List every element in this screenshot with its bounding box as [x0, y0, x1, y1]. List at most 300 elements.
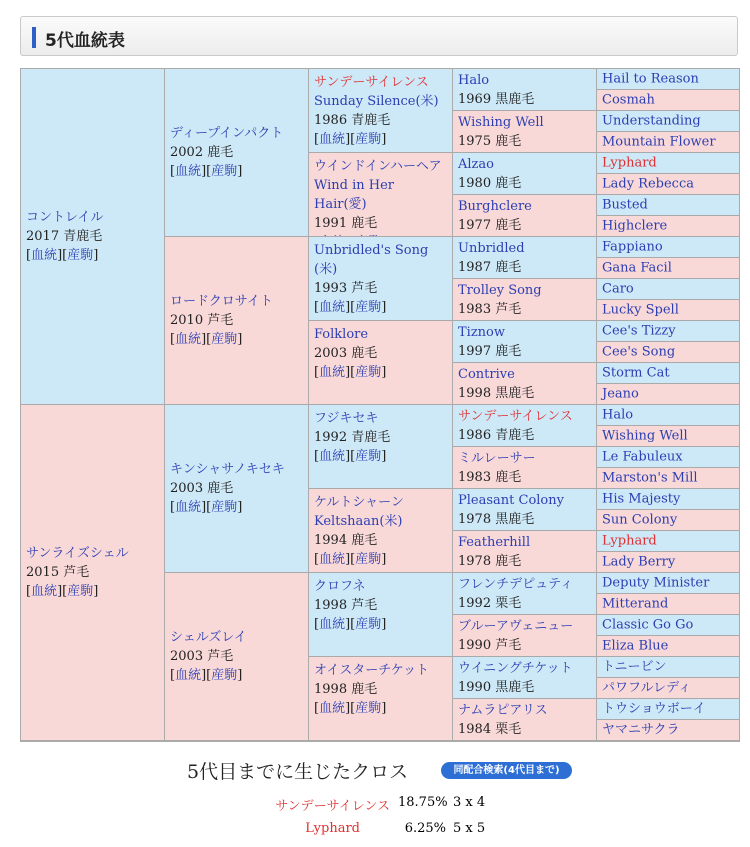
- pedigree-link[interactable]: 血統: [175, 668, 202, 683]
- horse-info: [458, 552, 594, 571]
- pedigree-cell-gen2: [165, 237, 308, 404]
- horse-info: [458, 300, 594, 319]
- pedigree-cell-gen4: [453, 363, 596, 404]
- horse-info: [314, 428, 450, 447]
- birth-year-color: 1997 鹿毛: [458, 344, 522, 359]
- pedigree-cell-gen5: [597, 552, 739, 572]
- cell-content: [458, 659, 594, 697]
- pedigree-cell-gen1: [21, 405, 164, 740]
- horse-name[interactable]: Burghclere: [458, 199, 532, 214]
- cell-content: [458, 533, 594, 571]
- horse-name[interactable]: キンシャサノキセキ: [170, 462, 285, 477]
- pedigree-cell-gen2: [165, 573, 308, 740]
- horse-info: [458, 594, 594, 613]
- pedigree-cell-gen4: [453, 657, 596, 698]
- cell-content: [26, 544, 162, 601]
- horse-name[interactable]: Contrive: [458, 367, 515, 382]
- cell-content: [602, 364, 737, 383]
- cell-content: [458, 575, 594, 613]
- horse-name[interactable]: Lady Rebecca: [602, 176, 694, 192]
- birth-year-color: 2002 鹿毛: [170, 145, 234, 160]
- pedigree-cell-gen4: [453, 615, 596, 656]
- horse-name[interactable]: ディープインパクト: [170, 126, 284, 141]
- horse-name[interactable]: クロフネ: [314, 579, 366, 594]
- horse-name-row: [314, 325, 450, 344]
- cell-content: [602, 301, 737, 320]
- horse-info: [26, 563, 162, 582]
- horse-name-en[interactable]: Keltshaan(米): [314, 514, 403, 529]
- horse-name[interactable]: Highclere: [602, 218, 668, 234]
- horse-name-row: [458, 659, 594, 678]
- horse-name-row: [170, 124, 306, 143]
- pedigree-cell-gen5: [597, 468, 739, 488]
- cell-content: [602, 70, 737, 89]
- horse-name[interactable]: Understanding: [602, 113, 701, 129]
- section-title: 5代血統表: [45, 31, 125, 51]
- offspring-link[interactable]: 産駒: [355, 701, 382, 716]
- cell-content: [602, 637, 737, 656]
- cross-percent: 18.75%: [398, 795, 448, 810]
- horse-name[interactable]: Unbridled's Song: [314, 243, 429, 258]
- link-row: [血統][産駒]: [26, 248, 99, 263]
- horse-name-row: [458, 323, 594, 342]
- pedigree-cell-gen5: [597, 594, 739, 614]
- horse-name[interactable]: Gana Facil: [602, 260, 672, 276]
- horse-info: [170, 143, 306, 162]
- horse-name[interactable]: ブルーアヴェニュー: [458, 619, 574, 634]
- pedigree-cell-gen3: [309, 489, 452, 572]
- pedigree-link[interactable]: 血統: [319, 617, 346, 632]
- pedigree-cell-gen5: [597, 258, 739, 278]
- pedigree-link[interactable]: 血統: [319, 365, 346, 380]
- cell-content: [602, 238, 737, 257]
- birth-year-color: 1983 鹿毛: [458, 470, 522, 485]
- cell-content: [314, 409, 450, 466]
- horse-name-row: [314, 577, 450, 596]
- pedigree-cell-gen4: [453, 153, 596, 194]
- cell-content: [458, 407, 594, 445]
- link-row: [血統][産駒]: [314, 552, 387, 567]
- offspring-link[interactable]: 産駒: [67, 584, 94, 599]
- horse-name[interactable]: ミルレーサー: [458, 451, 536, 466]
- horse-info: [458, 90, 594, 109]
- horse-info: [314, 531, 450, 550]
- pedigree-cell-gen4: [453, 111, 596, 152]
- pedigree-cell-gen5: [597, 216, 739, 236]
- offspring-link[interactable]: [355, 235, 381, 236]
- horse-name-row: [314, 409, 450, 428]
- birth-year-color: 1994 鹿毛: [314, 533, 378, 548]
- horse-name[interactable]: サンデーサイレンス: [314, 75, 429, 90]
- offspring-link[interactable]: 産駒: [211, 668, 238, 683]
- link-row: [血統][産駒]: [314, 300, 387, 315]
- link-row: [血統][産駒]: [26, 584, 99, 599]
- horse-name-row: [458, 407, 594, 426]
- cell-content: [602, 112, 737, 131]
- pedigree-cell-gen4: [453, 405, 596, 446]
- pedigree-cell-gen4: [453, 237, 596, 278]
- birth-year-color: 1986 青鹿毛: [458, 428, 535, 443]
- horse-name-row: [458, 617, 594, 636]
- horse-name-row: [458, 491, 594, 510]
- cell-content: [602, 343, 737, 362]
- pedigree-link[interactable]: 血統: [319, 701, 346, 716]
- pedigree-cell-gen4: [453, 573, 596, 614]
- cell-content: [314, 325, 450, 382]
- horse-name[interactable]: Marston's Mill: [602, 470, 698, 486]
- pedigree-cell-gen5: [597, 69, 739, 89]
- pedigree-link[interactable]: 血統: [175, 164, 202, 179]
- horse-name-row: [458, 365, 594, 384]
- horse-info: [26, 227, 162, 246]
- horse-name[interactable]: Mountain Flower: [602, 134, 716, 150]
- horse-name-row: [170, 460, 306, 479]
- horse-info: [314, 596, 450, 615]
- horse-name[interactable]: Sun Colony: [602, 512, 678, 528]
- pedigree-link[interactable]: 血統: [175, 500, 202, 515]
- offspring-link[interactable]: 産駒: [211, 500, 238, 515]
- horse-name-row: [458, 575, 594, 594]
- horse-name-row: [170, 292, 306, 311]
- horse-name[interactable]: ケルトシャーン: [314, 495, 404, 510]
- link-row: [血統][産駒]: [170, 668, 243, 683]
- cell-content: [458, 71, 594, 109]
- pedigree-cell-gen3: [309, 657, 452, 740]
- cell-content: [602, 679, 737, 698]
- cell-content: [602, 469, 737, 488]
- pedigree-cell-gen5: [597, 300, 739, 320]
- cell-content: [314, 493, 450, 569]
- horse-name[interactable]: フレンチデピュティ: [458, 577, 574, 592]
- offspring-link[interactable]: 産駒: [67, 248, 94, 263]
- birth-year-color: 2003 鹿毛: [314, 346, 378, 361]
- horse-info: [458, 384, 594, 403]
- birth-year-color: 1998 黒鹿毛: [458, 386, 535, 401]
- horse-name[interactable]: Eliza Blue: [602, 638, 669, 654]
- horse-info: [170, 647, 306, 666]
- horse-name[interactable]: サンデーサイレンス: [458, 409, 573, 424]
- birth-year-color: 1998 芦毛: [314, 598, 378, 613]
- horse-name[interactable]: ウインドインハーヘア: [314, 159, 442, 174]
- horse-name[interactable]: シェルズレイ: [170, 630, 247, 645]
- cell-content: [458, 323, 594, 361]
- horse-info: [314, 279, 450, 298]
- link-row: [血統][産駒]: [170, 500, 243, 515]
- pedigree-cell-gen5: [597, 132, 739, 152]
- horse-name[interactable]: Hail to Reason: [602, 71, 699, 87]
- cell-content: [602, 259, 737, 278]
- offspring-link[interactable]: 産駒: [355, 449, 382, 464]
- horse-name[interactable]: Tiznow: [458, 325, 506, 340]
- horse-name[interactable]: Lyphard: [602, 533, 657, 549]
- horse-name-en[interactable]: Sunday Silence(米): [314, 94, 439, 109]
- pedigree-cell-gen4: [453, 489, 596, 530]
- link-row: [血統][産駒]: [314, 132, 387, 147]
- offspring-link[interactable]: 産駒: [355, 132, 382, 147]
- cell-content: [602, 574, 737, 593]
- cell-content: [458, 155, 594, 193]
- horse-name-row: [458, 701, 594, 720]
- cell-content: [458, 239, 594, 277]
- horse-info: [458, 636, 594, 655]
- horse-name[interactable]: Wishing Well: [458, 115, 544, 130]
- pedigree-cell-gen3: [309, 153, 452, 236]
- horse-name-row: [314, 73, 450, 92]
- horse-name[interactable]: Trolley Song: [458, 283, 542, 298]
- cell-content: [314, 157, 450, 236]
- cell-content: [602, 154, 737, 173]
- link-row: [血統][産駒]: [314, 449, 387, 464]
- pedigree-cell-gen5: [597, 678, 739, 698]
- pedigree-link[interactable]: 血統: [319, 552, 346, 567]
- pedigree-cell-gen4: [453, 279, 596, 320]
- offspring-link[interactable]: 産駒: [355, 365, 382, 380]
- horse-name[interactable]: Jeano: [602, 386, 639, 402]
- horse-info: [458, 216, 594, 235]
- horse-name[interactable]: Halo: [458, 73, 490, 88]
- link-row: [血統][産駒]: [314, 365, 387, 380]
- horse-name[interactable]: Alzao: [458, 157, 494, 172]
- horse-name[interactable]: Cosmah: [602, 92, 655, 108]
- horse-name-en[interactable]: (米): [314, 262, 338, 277]
- pedigree-link[interactable]: 血統: [319, 300, 346, 315]
- pedigree-cell-gen4: [453, 321, 596, 362]
- horse-name-row: [458, 113, 594, 132]
- cell-content: [170, 460, 306, 517]
- birth-year-color: 1992 栗毛: [458, 596, 522, 611]
- cell-content: [170, 628, 306, 685]
- pedigree-cell-gen2: [165, 69, 308, 236]
- horse-info: [458, 468, 594, 487]
- cell-content: [602, 217, 737, 236]
- cell-content: [314, 73, 450, 149]
- pedigree-cell-gen5: [597, 237, 739, 257]
- cell-content: [458, 365, 594, 403]
- cell-content: [602, 91, 737, 110]
- horse-name[interactable]: ロードクロサイト: [170, 294, 273, 309]
- horse-info: [458, 678, 594, 697]
- cell-content: [458, 113, 594, 151]
- header-accent-bar: [32, 27, 36, 48]
- horse-info: [458, 342, 594, 361]
- horse-name[interactable]: Pleasant Colony: [458, 493, 564, 508]
- pedigree-cell-gen3: [309, 237, 452, 320]
- horse-name-row: [314, 176, 450, 214]
- cell-content: [458, 197, 594, 235]
- pedigree-cell-gen4: [453, 69, 596, 110]
- cell-content: [602, 427, 737, 446]
- birth-year-color: 1990 黒鹿毛: [458, 680, 535, 695]
- horse-name-row: [314, 493, 450, 512]
- pedigree-cell-gen5: [597, 489, 739, 509]
- link-row: [血統][産駒]: [170, 332, 243, 347]
- birth-year-color: 1977 鹿毛: [458, 218, 522, 233]
- horse-name[interactable]: Halo: [602, 407, 634, 423]
- cell-content: [26, 208, 162, 265]
- cell-content: [602, 196, 737, 215]
- pedigree-link[interactable]: 血統: [31, 248, 58, 263]
- horse-name[interactable]: Classic Go Go: [602, 617, 694, 633]
- cell-content: [458, 617, 594, 655]
- horse-name-en[interactable]: Wind in Her Hair(愛): [314, 178, 395, 212]
- horse-name[interactable]: ヤマニサクラ: [602, 722, 680, 738]
- horse-name-row: [314, 92, 450, 111]
- birth-year-color: 1980 鹿毛: [458, 176, 522, 191]
- pedigree-cell-gen5: [597, 510, 739, 530]
- horse-name[interactable]: Fappiano: [602, 239, 663, 255]
- pedigree-cell-gen4: [453, 447, 596, 488]
- pedigree-cell-gen5: [597, 321, 739, 341]
- pedigree-cell-gen5: [597, 279, 739, 299]
- pedigree-cell-gen4: [453, 699, 596, 740]
- birth-year-color: 2017 青鹿毛: [26, 229, 103, 244]
- horse-name[interactable]: Cee's Song: [602, 344, 676, 360]
- birth-year-color: 1978 黒鹿毛: [458, 512, 535, 527]
- pedigree-cell-gen5: [597, 363, 739, 383]
- cross-name[interactable]: Lyphard: [305, 821, 360, 836]
- horse-info: [458, 510, 594, 529]
- horse-name[interactable]: Deputy Minister: [602, 575, 710, 591]
- offspring-link[interactable]: 産駒: [355, 617, 382, 632]
- pedigree-cell-gen5: [597, 195, 739, 215]
- birth-year-color: 2003 芦毛: [170, 649, 234, 664]
- birth-year-color: 1987 鹿毛: [458, 260, 522, 275]
- horse-name[interactable]: Caro: [602, 281, 634, 297]
- horse-name-row: [314, 157, 450, 176]
- pedigree-cell-gen5: [597, 531, 739, 551]
- pedigree-cell-gen2: [165, 405, 308, 572]
- horse-name[interactable]: Le Fabuleux: [602, 449, 683, 465]
- pedigree-link[interactable]: 血統: [175, 332, 202, 347]
- pedigree-link[interactable]: 血統: [31, 584, 58, 599]
- link-row: [血統][産駒]: [314, 617, 387, 632]
- horse-name[interactable]: コントレイル: [26, 210, 104, 225]
- birth-year-color: 1984 栗毛: [458, 722, 522, 737]
- horse-name[interactable]: サンライズシェル: [26, 546, 129, 561]
- pedigree-link[interactable]: [319, 235, 345, 236]
- horse-info: [458, 720, 594, 739]
- horse-name[interactable]: パワフルレディ: [602, 680, 692, 696]
- horse-name[interactable]: Lyphard: [602, 155, 657, 171]
- offspring-link[interactable]: 産駒: [211, 164, 238, 179]
- horse-info: [170, 479, 306, 498]
- pedigree-table: [20, 68, 740, 742]
- pedigree-cell-gen5: [597, 615, 739, 635]
- link-row: [血統][産駒]: [170, 164, 243, 179]
- cell-content: [458, 281, 594, 319]
- cell-content: [602, 700, 737, 719]
- cell-content: [602, 133, 737, 152]
- horse-info: [314, 680, 450, 699]
- pedigree-cell-gen5: [597, 720, 739, 740]
- pedigree-link[interactable]: 血統: [319, 449, 346, 464]
- cell-content: [170, 124, 306, 181]
- horse-name[interactable]: オイスターチケット: [314, 663, 430, 678]
- horse-name-row: [458, 71, 594, 90]
- cell-content: [602, 532, 737, 551]
- horse-name[interactable]: Cee's Tizzy: [602, 323, 676, 339]
- cell-content: [314, 577, 450, 634]
- horse-name[interactable]: Storm Cat: [602, 365, 670, 381]
- pedigree-cell-gen5: [597, 636, 739, 656]
- horse-name-row: [458, 239, 594, 258]
- pedigree-cell-gen5: [597, 111, 739, 131]
- offspring-link[interactable]: 産駒: [211, 332, 238, 347]
- horse-name[interactable]: Wishing Well: [602, 428, 688, 444]
- birth-year-color: 1975 鹿毛: [458, 134, 522, 149]
- cell-content: [602, 553, 737, 572]
- pedigree-cell-gen5: [597, 657, 739, 677]
- horse-name-row: [458, 197, 594, 216]
- pedigree-cell-gen5: [597, 384, 739, 404]
- cell-content: [602, 595, 737, 614]
- pedigree-cell-gen1: [21, 69, 164, 404]
- pedigree-cell-gen5: [597, 342, 739, 362]
- pedigree-cell-gen5: [597, 405, 739, 425]
- pedigree-cell-gen3: [309, 573, 452, 656]
- birth-year-color: 1991 鹿毛: [314, 216, 378, 231]
- horse-name[interactable]: Busted: [602, 197, 648, 213]
- cell-content: [602, 721, 737, 740]
- horse-name-row: [458, 533, 594, 552]
- horse-info: [458, 174, 594, 193]
- horse-info: [458, 132, 594, 151]
- horse-name[interactable]: Mitterand: [602, 596, 669, 612]
- horse-name-row: [314, 241, 450, 260]
- horse-info: [458, 258, 594, 277]
- pedigree-cell-gen5: [597, 573, 739, 593]
- horse-name[interactable]: ウイニングチケット: [458, 661, 573, 676]
- horse-name[interactable]: トウショウボーイ: [602, 701, 706, 717]
- cross-name[interactable]: サンデーサイレンス: [275, 799, 390, 814]
- horse-name[interactable]: フジキセキ: [314, 411, 379, 426]
- link-row: [血統][産駒]: [314, 701, 387, 716]
- cross-title: 5代目までに生じたクロス: [187, 761, 409, 783]
- pedigree-cell-gen5: [597, 153, 739, 173]
- pedigree-cell-gen5: [597, 447, 739, 467]
- horse-name[interactable]: Featherhill: [458, 535, 531, 550]
- offspring-link[interactable]: 産駒: [355, 552, 382, 567]
- cell-content: [314, 661, 450, 718]
- horse-name-row: [170, 628, 306, 647]
- cell-content: [170, 292, 306, 349]
- horse-name[interactable]: Lady Berry: [602, 554, 676, 570]
- cell-content: [602, 406, 737, 425]
- horse-info: [458, 426, 594, 445]
- pedigree-cell-gen4: [453, 531, 596, 572]
- horse-name[interactable]: Folklore: [314, 327, 369, 342]
- pedigree-cell-gen5: [597, 699, 739, 719]
- horse-name[interactable]: His Majesty: [602, 491, 681, 507]
- cell-content: [314, 241, 450, 317]
- offspring-link[interactable]: 産駒: [355, 300, 382, 315]
- birth-year-color: 1993 芦毛: [314, 281, 378, 296]
- horse-name[interactable]: Unbridled: [458, 241, 525, 256]
- cell-content: [602, 175, 737, 194]
- same-mating-search-button[interactable]: 同配合検索(4代目まで): [441, 762, 572, 779]
- horse-name-row: [458, 449, 594, 468]
- birth-year-color: 2003 鹿毛: [170, 481, 234, 496]
- pedigree-link[interactable]: 血統: [319, 132, 346, 147]
- cell-content: [602, 490, 737, 509]
- cell-content: [602, 280, 737, 299]
- horse-name[interactable]: Lucky Spell: [602, 302, 679, 318]
- horse-name-row: [26, 208, 162, 227]
- horse-name[interactable]: ナムラピアリス: [458, 703, 548, 718]
- horse-name[interactable]: トニービン: [602, 659, 667, 675]
- birth-year-color: 2010 芦毛: [170, 313, 234, 328]
- pedigree-cell-gen5: [597, 174, 739, 194]
